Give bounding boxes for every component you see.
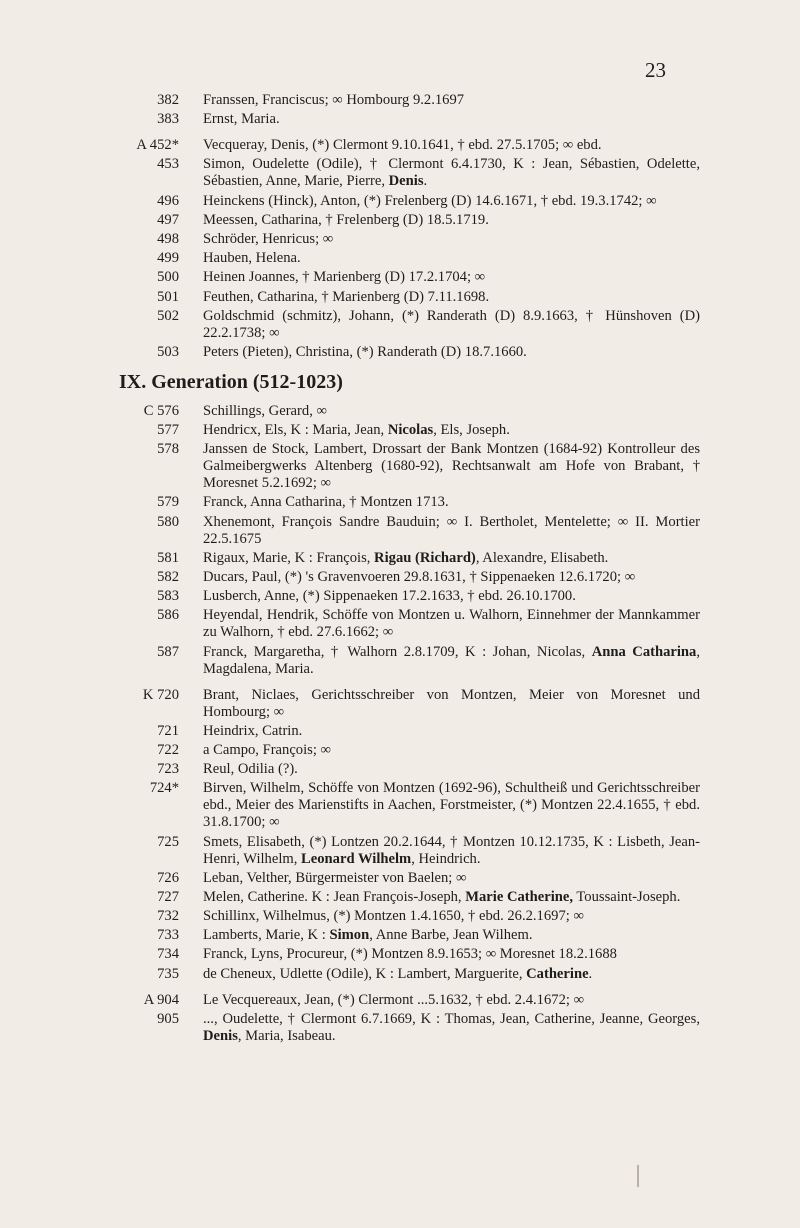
entry-text-part: Heindrix, Catrin. [203, 722, 303, 739]
entry-text-part: Ducars, Paul, (*) 's Gravenvoeren 29.8.1631, † Sippenaeken 12.6.1720; ∞ [203, 569, 636, 585]
entry-text-part: Birven, Wilhelm, Schöffe von Montzen (1692-96), Schultheiß und Gerichtsschreiber ebd., Meier des Marienstifts in Aachen, Forstmeister, (*) Montzen 22.4.1655, † ebd. 31.8.1700; ∞ [203, 780, 700, 831]
entry-text [203, 607, 700, 641]
entry-number: 497 [157, 211, 179, 228]
entry-number: 453 [157, 156, 179, 173]
entry-text [203, 1011, 700, 1045]
genealogy-entry [115, 780, 700, 831]
entry-text [203, 422, 700, 439]
entry-text-part: Feuthen, Catharina, † Marienberg (D) 7.11.1698. [203, 288, 490, 305]
entry-text [203, 156, 700, 190]
entry-text-part: Heyendal, Hendrik, Schöffe von Montzen u. Walhorn, Einnehmer der Mannkammer zu Walhorn, † ebd. 27.6.1662; ∞ [203, 607, 700, 641]
entry-text-part: Goldschmid (schmitz), Johann, (*) Randerath (D) 8.9.1663, † Hünshoven (D) 22.2.1738; ∞ [203, 307, 700, 341]
entry-text [203, 231, 700, 248]
entry-text-part: . [588, 965, 593, 982]
entry-text-part: Heinen Joannes, † Marienberg (D) 17.2.1704; ∞ [203, 269, 486, 286]
entry-text-part: Peters (Pieten), Christina, (*) Randerath (D) 18.7.1660. [203, 343, 527, 360]
entry-text-part: Reul, Odilia (?). [203, 761, 298, 778]
entry-text [203, 269, 700, 286]
entry-number: 496 [157, 192, 179, 209]
entry-number: 500 [157, 269, 179, 286]
entry-text-part: Smets, Elisabeth, (*) Lontzen 20.2.1644, † Montzen 10.12.1735, K : Lisbeth, Jean-Henri, Wilhelm, [203, 833, 700, 867]
entry-text [203, 644, 700, 678]
entry-text [203, 834, 700, 868]
entry-number: 587 [157, 643, 179, 660]
genealogy-entry [115, 550, 700, 567]
entry-text [203, 137, 700, 154]
genealogy-entry [115, 687, 700, 721]
entry-number: 499 [157, 250, 179, 267]
entry-text [203, 908, 700, 925]
entry-text-part: Franssen, Franciscus; ∞ Hombourg 9.2.1697 [203, 92, 465, 108]
genealogy-entry [115, 422, 700, 439]
genealogy-entry [115, 761, 700, 778]
entry-number: C 576 [143, 402, 179, 419]
entry-text [203, 946, 700, 963]
genealogy-entry [115, 644, 700, 678]
entry-text-bold: Rigau (Richard) [374, 549, 476, 566]
entry-text [203, 403, 700, 420]
entry-text [203, 111, 700, 128]
entry-text-part: Le Vecquereaux, Jean, (*) Clermont ...5.1632, † ebd. 2.4.1672; ∞ [203, 991, 584, 1008]
entry-text [203, 889, 700, 906]
entry-text [203, 494, 700, 511]
entry-text [203, 514, 700, 548]
entry-number: 586 [157, 607, 179, 624]
entry-number: 727 [157, 888, 179, 905]
entry-text-bold: Simon [329, 927, 370, 944]
genealogy-entry [115, 403, 700, 420]
genealogy-entry [115, 344, 700, 361]
entry-number: 726 [157, 869, 179, 886]
entry-text-part: Franck, Lyns, Procureur, (*) Montzen 8.9.1653; ∞ Moresnet 18.2.1688 [203, 946, 617, 963]
entry-text-bold: Denis [203, 1027, 238, 1044]
genealogy-entry [115, 870, 700, 887]
entry-text [203, 193, 700, 210]
entry-text-bold: Nicolas [387, 422, 434, 439]
entry-number: 725 [157, 833, 179, 850]
entry-text-part: Schillings, Gerard, ∞ [203, 402, 327, 419]
entry-text [203, 927, 700, 944]
entry-text-part: Simon, Oudelette (Odile), † Clermont 6.4.1730, K : Jean, Sébastien, Odelette, Sébastien, Anne, Marie, Pierre, [203, 156, 700, 190]
genealogy-entry [115, 607, 700, 641]
entry-text-bold: Marie Catherine, [465, 888, 574, 905]
entry-text [203, 308, 700, 342]
entry-text-part: Schillinx, Wilhelmus, (*) Montzen 1.4.1650, † ebd. 26.2.1697; ∞ [203, 908, 584, 925]
entry-number: 579 [157, 494, 179, 511]
entry-text-part: Heinckens (Hinck), Anton, (*) Frelenberg (D) 14.6.1671, † ebd. 19.3.1742; ∞ [203, 192, 657, 209]
entry-number: 577 [157, 422, 179, 439]
entry-text-part: Franck, Anna Catharina, † Montzen 1713. [203, 494, 449, 511]
genealogy-entry [115, 441, 700, 492]
generation-ix-entries [115, 403, 700, 1045]
entry-number: 498 [157, 230, 179, 247]
entry-text [203, 344, 700, 361]
entry-text [203, 966, 700, 983]
entry-text [203, 588, 700, 605]
entry-number: 735 [157, 965, 179, 982]
entry-text-part: Lusberch, Anne, (*) Sippenaeken 17.2.1633, † ebd. 26.10.1700. [203, 588, 576, 605]
entry-text [203, 289, 700, 306]
entry-text-part: Janssen de Stock, Lambert, Drossart der Bank Montzen (1684-92) Kontrolleur des Galmeibergwerks Altenberg (1680-92), Rechtsanwalt am Hofe von Brabant, † Moresnet 5.2.1692; ∞ [203, 441, 700, 492]
entry-list [115, 92, 700, 1047]
entry-number: A 904 [143, 991, 179, 1008]
entry-number: 734 [157, 946, 179, 963]
entry-text-part: Melen, Catherine. K : Jean François-Joseph, [203, 888, 466, 905]
genealogy-entry [115, 193, 700, 210]
entry-text-part: , Heindrich. [411, 850, 481, 867]
genealogy-entry [115, 569, 700, 586]
entry-text-part: Meessen, Catharina, † Frelenberg (D) 18.5.1719. [203, 211, 489, 228]
generation-viii-entries [115, 92, 700, 361]
entry-text-part: , Alexandre, Elisabeth. [475, 549, 609, 566]
entry-text-part: Xhenemont, François Sandre Bauduin; ∞ I. Bertholet, Mentelette; ∞ II. Mortier 22.5.1675 [203, 513, 700, 547]
entry-text-bold: Leonard Wilhelm [301, 850, 412, 867]
genealogy-entry [115, 250, 700, 267]
genealogy-entry [115, 92, 700, 109]
entry-text-part: Hendricx, Els, K : Maria, Jean, [203, 422, 388, 439]
genealogy-entry [115, 889, 700, 906]
entry-text [203, 92, 700, 109]
genealogy-entry [115, 212, 700, 229]
entry-number: 502 [157, 307, 179, 324]
genealogy-entry [115, 308, 700, 342]
entry-text-part: Lamberts, Marie, K : [203, 927, 330, 944]
entry-text [203, 992, 700, 1009]
entry-text-part: de Cheneux, Udlette (Odile), K : Lambert, Marguerite, [203, 965, 527, 982]
entry-text [203, 870, 700, 887]
genealogy-entry [115, 834, 700, 868]
entry-text-part: Vecqueray, Denis, (*) Clermont 9.10.1641, † ebd. 27.5.1705; ∞ ebd. [203, 137, 602, 154]
entry-text [203, 687, 700, 721]
entry-text-part: , Anne Barbe, Jean Wilhem. [369, 927, 533, 944]
entry-text-bold: Catherine [526, 965, 589, 982]
genealogy-entry [115, 514, 700, 548]
entry-text [203, 250, 700, 267]
genealogy-entry [115, 289, 700, 306]
entry-text [203, 569, 700, 586]
entry-number: 578 [157, 441, 179, 458]
entry-text [203, 212, 700, 229]
entry-text-part: Leban, Velther, Bürgermeister von Baelen; ∞ [203, 869, 467, 886]
genealogy-entry [115, 231, 700, 248]
genealogy-entry [115, 494, 700, 511]
margin-pencil-mark [637, 1165, 639, 1187]
entry-text [203, 723, 700, 740]
genealogy-entry [115, 992, 700, 1009]
entry-number: 582 [157, 569, 179, 585]
genealogy-entry [115, 908, 700, 925]
entry-number: A 452* [136, 137, 179, 154]
entry-number: 501 [157, 288, 179, 305]
entry-text-part: ..., Oudelette, † Clermont 6.7.1669, K : Thomas, Jean, Catherine, Jeanne, Georges, [203, 1010, 700, 1027]
entry-number: 733 [157, 927, 179, 944]
entry-number: 583 [157, 588, 179, 605]
genealogy-entry [115, 946, 700, 963]
entry-text-part: Rigaux, Marie, K : François, [203, 549, 375, 566]
entry-number: 723 [157, 761, 179, 778]
page-number: 23 [645, 58, 666, 82]
entry-text-part: Brant, Niclaes, Gerichtsschreiber von Montzen, Meier von Moresnet und Hombourg; ∞ [203, 686, 700, 720]
genealogy-entry [115, 269, 700, 286]
entry-number: 383 [157, 111, 179, 128]
entry-number: 722 [157, 741, 179, 758]
entry-text-bold: Denis [388, 173, 424, 190]
entry-text-bold: Anna Catharina [591, 643, 697, 660]
genealogy-entry [115, 1011, 700, 1045]
genealogy-entry [115, 723, 700, 740]
entry-number: 721 [157, 722, 179, 739]
entry-text [203, 780, 700, 831]
entry-number: 732 [157, 908, 179, 925]
genealogy-entry [115, 588, 700, 605]
genealogy-entry [115, 111, 700, 128]
entry-number: 581 [157, 549, 179, 566]
entry-text-part: Hauben, Helena. [203, 250, 301, 267]
entry-text-part: , Maria, Isabeau. [237, 1027, 336, 1044]
entry-text [203, 441, 700, 492]
genealogy-entry [115, 927, 700, 944]
entry-text-part: , Magdalena, Maria. [203, 643, 701, 677]
entry-number: 905 [157, 1010, 179, 1027]
entry-text [203, 761, 700, 778]
entry-text [203, 742, 700, 759]
entry-text-part: a Campo, François; ∞ [203, 741, 331, 758]
entry-text-part: Schröder, Henricus; ∞ [203, 230, 334, 247]
entry-number: 503 [157, 343, 179, 360]
entry-text-part: Ernst, Maria. [203, 111, 280, 128]
entry-number: 580 [157, 513, 179, 530]
genealogy-entry [115, 966, 700, 983]
genealogy-entry [115, 137, 700, 154]
entry-text-part: . [423, 173, 428, 190]
genealogy-entry [115, 156, 700, 190]
entry-text-part: , Els, Joseph. [433, 422, 510, 439]
generation-heading: IX. Generation (512-1023) [119, 370, 343, 393]
entry-text-part: Toussaint-Joseph. [573, 888, 681, 905]
entry-text [203, 550, 700, 567]
entry-number: K 720 [142, 686, 179, 703]
genealogy-entry [115, 742, 700, 759]
entry-number: 724* [149, 780, 179, 797]
entry-text-part: Franck, Margaretha, † Walhorn 2.8.1709, K : Johan, Nicolas, [203, 643, 592, 660]
entry-number: 382 [157, 92, 179, 108]
